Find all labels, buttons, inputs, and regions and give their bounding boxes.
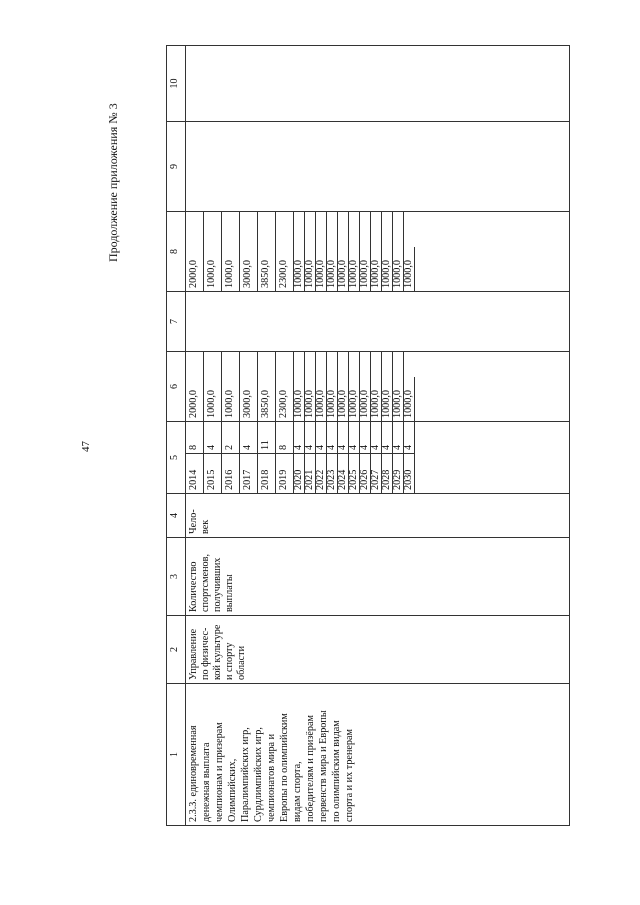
unit-cell [186, 494, 570, 538]
amount-value: 1000,0 [382, 352, 393, 421]
amount-value: 1000,0 [222, 352, 240, 421]
amount8-cell [186, 212, 570, 292]
amount-value: 1000,0 [404, 377, 415, 421]
amount8-value: 1000,0 [316, 212, 327, 291]
year-value: 2024 [338, 453, 348, 493]
year-row [258, 422, 276, 493]
year-row [276, 422, 294, 493]
count-value: 4 [403, 444, 414, 450]
amount8-value: 1000,0 [204, 212, 222, 291]
executor-line: и спорту [224, 642, 236, 680]
amount8-value: 1000,0 [327, 212, 338, 291]
unit-line: Чело- [188, 509, 199, 534]
col-num-5: 5 [167, 422, 186, 494]
measure-cell [186, 538, 570, 616]
year-row [404, 422, 415, 493]
count-value: 4 [304, 444, 315, 450]
amount-value: 1000,0 [294, 352, 305, 421]
count-value: 4 [293, 444, 304, 450]
year-row [186, 422, 204, 493]
column-number-row [167, 46, 186, 826]
year-row [240, 422, 258, 493]
amount-value: 1000,0 [327, 352, 338, 421]
measure-line: выплаты [224, 574, 236, 612]
col-num-9: 9 [167, 122, 186, 212]
year-count-cell [186, 422, 570, 494]
year-value: 2015 [204, 453, 221, 493]
indicator-line: 2.3.3. единовременная [188, 725, 199, 822]
count-value: 4 [326, 444, 337, 450]
year-value: 2028 [382, 453, 392, 493]
indicator-line: Паралимпийских игр, [240, 727, 252, 822]
indicator-line: Олимпийских, [227, 758, 239, 822]
amount-value: 1000,0 [393, 352, 404, 421]
year-value: 2014 [186, 453, 203, 493]
count-value: 4 [337, 444, 348, 450]
page-number: 47 [80, 441, 92, 452]
col7-cell [186, 292, 570, 352]
amount-value: 1000,0 [204, 352, 222, 421]
count-value: 11 [260, 440, 271, 450]
count-value: 4 [348, 444, 359, 450]
count-value: 4 [315, 444, 326, 450]
executor-line: кой культуре [212, 624, 224, 680]
count-value: 4 [381, 444, 392, 450]
year-value: 2020 [294, 453, 304, 493]
amount-value: 2300,0 [276, 352, 294, 421]
executor-line: области [236, 645, 248, 680]
indicator-line: победителям и призёрам [305, 715, 317, 822]
amount8-value: 1000,0 [294, 212, 305, 291]
col-num-8: 8 [167, 212, 186, 292]
amount8-value: 1000,0 [371, 212, 382, 291]
measure-line: Количество [188, 561, 199, 612]
amount8-value: 1000,0 [305, 212, 316, 291]
indicator-line: денежная выплата [201, 742, 213, 822]
col-num-4: 4 [167, 494, 186, 538]
year-value: 2027 [371, 453, 381, 493]
col-num-1: 1 [167, 684, 186, 826]
amount8-value: 1000,0 [404, 247, 415, 291]
amount-value: 1000,0 [349, 352, 360, 421]
amount-list [186, 352, 415, 421]
rotated-table-wrapper [166, 46, 570, 826]
year-row [204, 422, 222, 493]
indicator-line: видам спорта, [292, 761, 304, 822]
amount-value: 2000,0 [186, 352, 204, 421]
appendix-table [166, 45, 570, 826]
year-value: 2023 [327, 453, 337, 493]
count-value: 8 [188, 444, 199, 450]
col10-cell [186, 46, 570, 122]
unit-line: век [200, 519, 212, 534]
year-row [222, 422, 240, 493]
indicator-line: чемпионам и призерам [214, 722, 226, 822]
count-value: 2 [224, 444, 235, 450]
amount-value: 3000,0 [240, 352, 258, 421]
amount8-value: 1000,0 [393, 212, 404, 291]
amount8-value: 2300,0 [276, 212, 294, 291]
col-num-10: 10 [167, 46, 186, 122]
count-value: 4 [359, 444, 370, 450]
amount-value: 1000,0 [371, 352, 382, 421]
continuation-heading: Продолжение приложения № 3 [106, 103, 120, 262]
count-value: 8 [278, 444, 289, 450]
count-value: 4 [392, 444, 403, 450]
executor-line: по физичес- [200, 627, 212, 680]
count-value: 4 [206, 444, 217, 450]
data-row [186, 46, 570, 826]
indicator-line: чемпионатов мира и [266, 733, 278, 822]
year-value: 2022 [316, 453, 326, 493]
indicator-cell [186, 684, 570, 826]
indicator-line: первенств мира и Европы [318, 710, 330, 822]
indicator-line: по олимпийским видам [331, 720, 343, 822]
year-value: 2018 [258, 453, 275, 493]
year-value: 2019 [276, 453, 293, 493]
year-count-list [186, 422, 415, 493]
amount8-value: 1000,0 [360, 212, 371, 291]
year-value: 2021 [305, 453, 315, 493]
col-num-7: 7 [167, 292, 186, 352]
amount-value: 1000,0 [316, 352, 327, 421]
amount8-value: 2000,0 [186, 212, 204, 291]
count-value: 4 [242, 444, 253, 450]
col9-cell [186, 122, 570, 212]
executor-line: Управление [188, 628, 199, 680]
amount-value: 1000,0 [338, 352, 349, 421]
indicator-line: спорта и их тренерам [344, 729, 356, 822]
year-value: 2026 [360, 453, 370, 493]
col-num-2: 2 [167, 616, 186, 684]
amount8-list [186, 212, 415, 291]
amount8-value: 3850,0 [258, 212, 276, 291]
measure-line: получивших [212, 557, 224, 612]
col-num-3: 3 [167, 538, 186, 616]
year-value: 2030 [404, 453, 414, 493]
amount-value: 1000,0 [305, 352, 316, 421]
indicator-line: Сурдлимпийских игр, [253, 727, 265, 822]
amount8-value: 1000,0 [222, 212, 240, 291]
measure-line: спортсменов, [200, 554, 212, 612]
amount-cell [186, 352, 570, 422]
year-value: 2017 [240, 453, 257, 493]
executor-cell [186, 616, 570, 684]
year-value: 2016 [222, 453, 239, 493]
col-num-6: 6 [167, 352, 186, 422]
year-value: 2029 [393, 453, 403, 493]
amount8-value: 3000,0 [240, 212, 258, 291]
amount-value: 3850,0 [258, 352, 276, 421]
year-value: 2025 [349, 453, 359, 493]
amount-value: 1000,0 [360, 352, 371, 421]
count-value: 4 [370, 444, 381, 450]
amount8-value: 1000,0 [349, 212, 360, 291]
amount8-value: 1000,0 [382, 212, 393, 291]
indicator-line: Европы по олимпийским [279, 713, 291, 822]
amount8-value: 1000,0 [338, 212, 349, 291]
